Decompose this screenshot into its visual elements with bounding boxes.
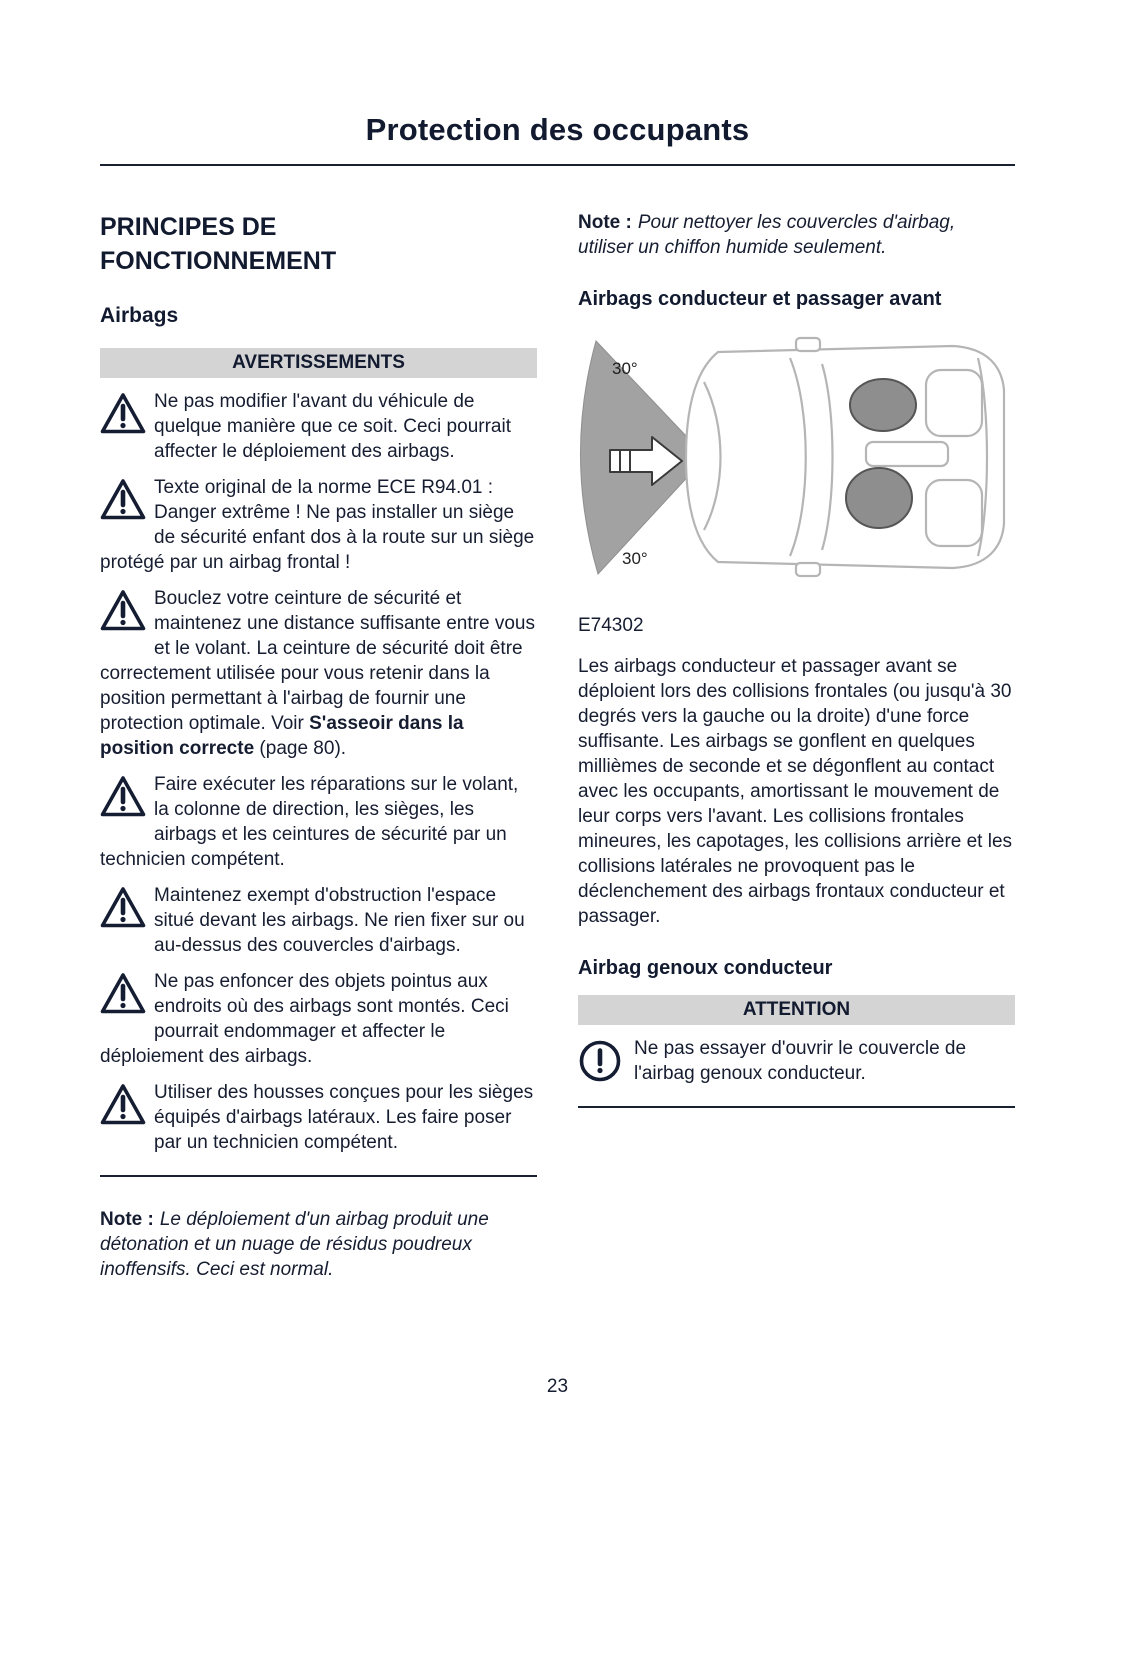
warning-triangle-icon [100,475,154,548]
angle-label-bottom: 30° [622,549,648,568]
warning-text: Texte original de la norme ECE R94.01 : Danger extrême ! Ne pas installer un siège de sécurité enfant dos à la route sur un siège protégé par un airbag frontal ! [100,477,535,573]
warning-item [100,586,537,761]
angle-label-top: 30° [612,359,638,378]
attention-text: Ne pas essayer d'ouvrir le couvercle de l'airbag genoux conducteur. [634,1038,967,1084]
warning-item [100,475,537,575]
warning-item [100,883,537,958]
two-column-layout [100,210,1015,1282]
note-label: Note : [578,212,632,233]
title-divider [100,164,1015,166]
note [578,210,1015,260]
warning-triangle-icon [100,969,154,1042]
driver-airbag-shape [850,379,916,431]
warning-item [100,772,537,872]
airbags-subheading: Airbags [100,304,179,327]
knee-airbag-heading: Airbag genoux conducteur [578,957,833,979]
section-heading: PRINCIPES DE FONCTIONNEMENT [100,213,337,275]
section-divider [100,1175,537,1177]
warning-text: Utiliser des housses conçues pour les sièges équipés d'airbags latéraux. Les faire poser par un technicien compétent. [154,1082,534,1153]
page-number: 23 [546,1376,569,1397]
attention-circle-icon [578,1036,634,1084]
warning-triangle-icon [100,772,154,845]
figure-caption: E74302 [578,615,644,636]
cross-reference: S'asseoir dans la position correcte [100,713,464,759]
left-column [100,210,537,1282]
front-airbags-paragraph: Les airbags conducteur et passager avant se déploient lors des collisions frontales (ou jusqu'à 30 degrés vers la gauche ou la droite) d'une force suffisante. Les airbags se gonflent en quelques millièmes de seconde et se dégonflent au contact avec les occupants, amortissant le mouvement de leur corps vers l'avant. Les collisions frontales mineures, les capotages, les collisions arrière et les collisions latérales ne provoquent pas le déclenchement des airbags frontaux conducteur et passager. [578,656,1013,927]
car-top-view-illustration [686,338,1004,576]
warning-text: Maintenez exempt d'obstruction l'espace situé devant les airbags. Ne rien fixer sur ou au-dessus des couvercles d'airbags. [154,885,525,956]
warning-item [100,389,537,464]
warning-triangle-icon [100,586,154,659]
note-label: Note : [100,1209,154,1230]
warning-item [100,1080,537,1155]
warning-triangle-icon [100,389,154,462]
section-divider [578,1106,1015,1108]
warning-text: Bouclez votre ceinture de sécurité et maintenez une distance suffisante entre vous et le volant. La ceinture de sécurité doit être correctement utilisée pour vous retenir dans la position permettant à l'airbag de fournir une protection optimale. Voir [100,588,535,734]
warning-item [100,969,537,1069]
attention-item [578,1036,1015,1086]
warning-triangle-icon [100,1080,154,1153]
warning-text: (page 80). [254,738,347,759]
note-text: Le déploiement d'un airbag produit une détonation et un nuage de résidus poudreux inoffensifs. Ceci est normal. [100,1209,489,1280]
airbag-deployment-diagram [578,334,1015,584]
passenger-airbag-shape [846,468,912,528]
right-column [578,210,1015,1282]
airbag-deployment-figure [578,334,1015,589]
warning-text: Ne pas enfoncer des objets pointus aux endroits où des airbags sont montés. Ceci pourrait endommager et affecter le déploiement des airbags. [100,971,509,1067]
warning-triangle-icon [100,883,154,956]
page-title: Protection des occupants [365,112,750,147]
front-airbags-heading: Airbags conducteur et passager avant [578,288,942,310]
note [100,1207,537,1282]
warning-text: Faire exécuter les réparations sur le volant, la colonne de direction, les sièges, les airbags et les ceintures de sécurité par un technicien compétent. [100,774,519,870]
warning-text: Ne pas modifier l'avant du véhicule de quelque manière que ce soit. Ceci pourrait affecter le déploiement des airbags. [154,391,511,462]
warnings-banner: AVERTISSEMENTS [100,348,537,378]
attention-banner: ATTENTION [578,995,1015,1025]
attention-block [578,995,1015,1108]
note-text: Pour nettoyer les couvercles d'airbag, utiliser un chiffon humide seulement. [578,212,956,258]
